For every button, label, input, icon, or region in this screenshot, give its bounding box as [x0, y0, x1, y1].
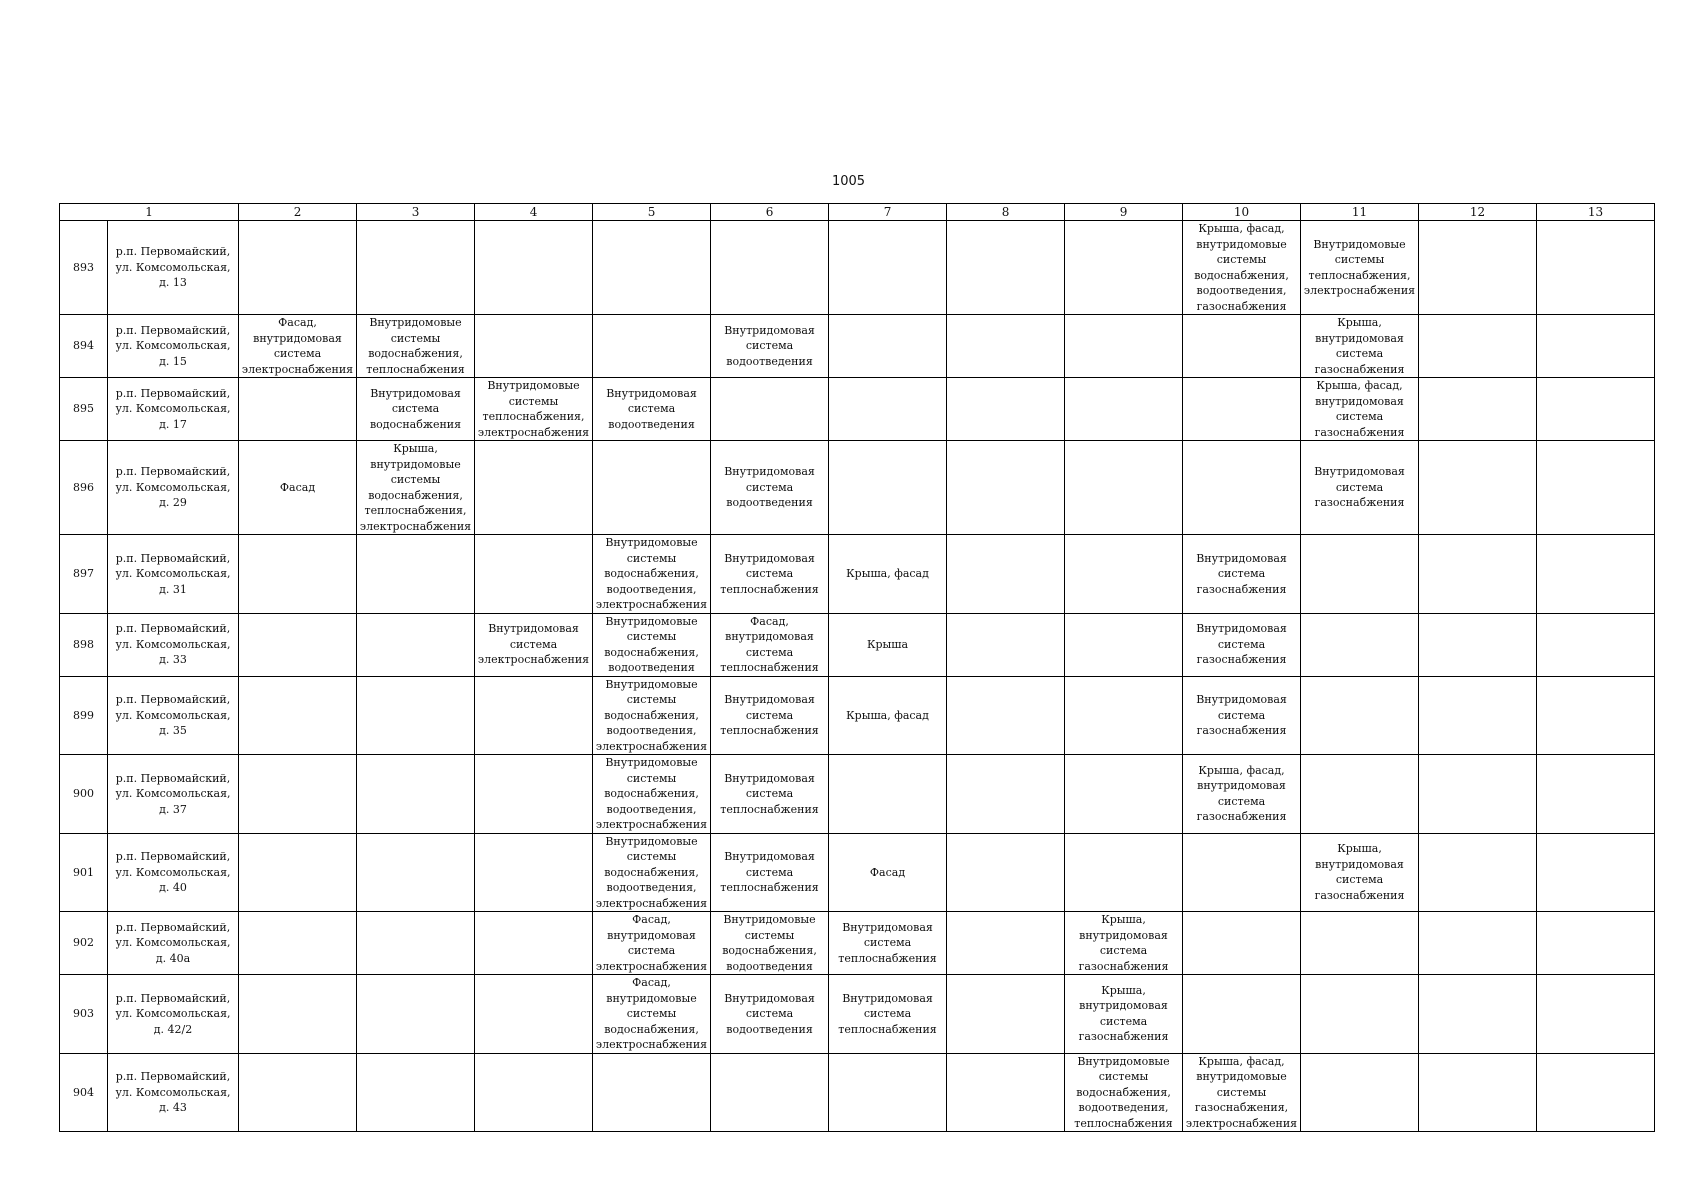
work-cell-col-11	[1301, 221, 1419, 315]
row-number: 897	[60, 535, 108, 614]
row-number: 904	[60, 1053, 108, 1132]
work-cell-col-3	[357, 975, 475, 1054]
work-text: Фасад, внутридомовая система теплоснабжения	[720, 614, 819, 674]
address-cell	[108, 613, 239, 676]
work-text: Крыша, внутридомовая система газоснабжения	[1314, 842, 1405, 902]
work-cell-col-13	[1537, 676, 1655, 755]
work-text: Крыша, фасад, внутридомовая система газоснабжения	[1196, 763, 1287, 824]
work-cell-col-10	[1183, 676, 1301, 755]
column-number-header: 8	[947, 204, 1065, 221]
work-cell-col-7	[829, 441, 947, 535]
work-cell-col-12	[1419, 221, 1537, 315]
work-text: Внутридомовые системы водоснабжения, водоотведения, электроснабжения	[595, 677, 708, 753]
row-number: 902	[60, 912, 108, 975]
work-cell-col-4	[475, 912, 593, 975]
column-number-header: 13	[1537, 204, 1655, 221]
work-text: Фасад, внутридомовая система электроснабжения	[595, 913, 708, 973]
work-cell-col-12	[1419, 912, 1537, 975]
work-cell-col-10	[1183, 378, 1301, 441]
work-cell-col-8	[947, 676, 1065, 755]
work-cell-col-6	[711, 833, 829, 912]
work-cell-col-10	[1183, 535, 1301, 614]
address-text: р.п. Первомайский, ул. Комсомольская, д. 13	[115, 245, 231, 290]
work-cell-col-8	[947, 1053, 1065, 1132]
work-text: Крыша	[866, 637, 909, 651]
work-cell-col-5	[593, 378, 711, 441]
work-text: Внутридомовые системы водоснабжения, водоотведения, теплоснабжения	[1074, 1054, 1173, 1130]
work-cell-col-2	[239, 755, 357, 834]
work-cell-col-4	[475, 833, 593, 912]
address-cell	[108, 833, 239, 912]
work-text: Внутридомовые системы водоснабжения, водоотведения, электроснабжения	[595, 536, 708, 611]
address-cell	[108, 676, 239, 755]
work-cell-col-13	[1537, 1053, 1655, 1132]
work-cell-col-9	[1065, 833, 1183, 912]
work-cell-col-8	[947, 755, 1065, 834]
work-cell-col-6	[711, 441, 829, 535]
work-cell-col-6	[711, 975, 829, 1054]
work-cell-col-4	[475, 676, 593, 755]
work-cell-col-6	[711, 755, 829, 834]
column-number-header: 9	[1065, 204, 1183, 221]
work-cell-col-2	[239, 315, 357, 378]
address-text: р.п. Первомайский, ул. Комсомольская, д. 42/2	[115, 991, 231, 1036]
work-cell-col-11	[1301, 676, 1419, 755]
work-text: Фасад, внутридомовые системы водоснабжения, электроснабжения	[595, 976, 708, 1051]
address-cell	[108, 1053, 239, 1132]
work-text: Крыша, внутридомовая система газоснабжения	[1314, 316, 1405, 376]
address-cell	[108, 441, 239, 535]
work-text: Внутридомовые системы водоснабжения, водоотведения, электроснабжения	[595, 756, 708, 831]
work-text: Внутридомовая система теплоснабжения	[720, 850, 819, 894]
work-cell-col-3	[357, 613, 475, 676]
work-cell-col-13	[1537, 975, 1655, 1054]
work-cell-col-9	[1065, 315, 1183, 378]
address-cell	[108, 315, 239, 378]
column-number-header: 6	[711, 204, 829, 221]
work-text: Внутридомовые системы водоснабжения, водоотведения	[722, 913, 817, 973]
work-cell-col-2	[239, 613, 357, 676]
work-cell-col-9	[1065, 676, 1183, 755]
work-cell-col-8	[947, 912, 1065, 975]
work-cell-col-12	[1419, 441, 1537, 535]
work-cell-col-5	[593, 535, 711, 614]
work-cell-col-7	[829, 755, 947, 834]
work-cell-col-11	[1301, 535, 1419, 614]
work-cell-col-11	[1301, 833, 1419, 912]
work-cell-col-8	[947, 833, 1065, 912]
work-cell-col-8	[947, 535, 1065, 614]
work-cell-col-13	[1537, 221, 1655, 315]
work-cell-col-9	[1065, 535, 1183, 614]
row-number: 899	[60, 676, 108, 755]
table-row	[60, 221, 1655, 315]
work-cell-col-6	[711, 378, 829, 441]
work-cell-col-11	[1301, 315, 1419, 378]
work-text: Внутридомовая система теплоснабжения	[720, 693, 819, 737]
column-number-header: 1	[60, 204, 239, 221]
work-cell-col-8	[947, 378, 1065, 441]
work-cell-col-2	[239, 676, 357, 755]
work-cell-col-3	[357, 378, 475, 441]
work-text: Внутридомовая система водоотведения	[724, 465, 815, 510]
work-text: Внутридомовая система теплоснабжения	[720, 771, 819, 816]
row-number: 898	[60, 613, 108, 676]
work-text: Крыша, внутридомовые системы водоснабжения, теплоснабжения, электроснабжения	[359, 442, 472, 533]
work-cell-col-5	[593, 315, 711, 378]
work-cell-col-4	[475, 221, 593, 315]
row-number: 895	[60, 378, 108, 441]
row-number: 903	[60, 975, 108, 1054]
work-cell-col-5	[593, 676, 711, 755]
work-cell-col-2	[239, 833, 357, 912]
work-cell-col-4	[475, 613, 593, 676]
work-text: Внутридомовая система водоотведения	[724, 323, 815, 368]
table-row	[60, 833, 1655, 912]
work-cell-col-5	[593, 221, 711, 315]
work-cell-col-2	[239, 221, 357, 315]
table-row	[60, 755, 1655, 834]
work-cell-col-4	[475, 535, 593, 614]
work-cell-col-11	[1301, 1053, 1419, 1132]
address-cell	[108, 755, 239, 834]
work-cell-col-11	[1301, 912, 1419, 975]
work-cell-col-9	[1065, 1053, 1183, 1132]
work-cell-col-11	[1301, 755, 1419, 834]
work-cell-col-7	[829, 535, 947, 614]
work-text: Крыша, фасад, внутридомовые системы водоснабжения, водоотведения, газоснабжения	[1194, 222, 1289, 313]
table-row	[60, 441, 1655, 535]
column-number-header: 4	[475, 204, 593, 221]
work-text: Внутридомовые системы водоснабжения, теплоснабжения	[366, 316, 465, 376]
table-row	[60, 1053, 1655, 1132]
address-cell	[108, 221, 239, 315]
work-cell-col-2	[239, 378, 357, 441]
row-number: 901	[60, 833, 108, 912]
column-number-header: 7	[829, 204, 947, 221]
column-number-header: 3	[357, 204, 475, 221]
work-text: Внутридомовая система газоснабжения	[1196, 693, 1287, 737]
work-cell-col-7	[829, 221, 947, 315]
row-number: 893	[60, 221, 108, 315]
work-cell-col-9	[1065, 755, 1183, 834]
address-text: р.п. Первомайский, ул. Комсомольская, д. 40	[115, 850, 231, 894]
work-cell-col-4	[475, 441, 593, 535]
work-text: Внутридомовая система теплоснабжения	[838, 991, 937, 1036]
work-cell-col-13	[1537, 535, 1655, 614]
work-cell-col-12	[1419, 975, 1537, 1054]
work-cell-col-10	[1183, 613, 1301, 676]
table-row	[60, 315, 1655, 378]
column-number-header: 2	[239, 204, 357, 221]
work-text: Внутридомовая система теплоснабжения	[720, 551, 819, 596]
address-cell	[108, 535, 239, 614]
table-row	[60, 676, 1655, 755]
work-cell-col-9	[1065, 912, 1183, 975]
work-text: Внутридомовая система водоотведения	[606, 386, 697, 431]
work-cell-col-3	[357, 315, 475, 378]
work-cell-col-11	[1301, 975, 1419, 1054]
work-cell-col-3	[357, 676, 475, 755]
work-cell-col-4	[475, 975, 593, 1054]
work-cell-col-12	[1419, 1053, 1537, 1132]
work-cell-col-3	[357, 535, 475, 614]
work-text: Внутридомовые системы водоснабжения, водоотведения	[604, 614, 699, 674]
work-text: Крыша, внутридомовая система газоснабжения	[1078, 913, 1169, 973]
work-cell-col-13	[1537, 441, 1655, 535]
work-cell-col-9	[1065, 613, 1183, 676]
work-text: Внутридомовые системы водоснабжения, водоотведения, электроснабжения	[595, 834, 708, 910]
work-cell-col-8	[947, 221, 1065, 315]
address-cell	[108, 975, 239, 1054]
work-cell-col-10	[1183, 1053, 1301, 1132]
work-cell-col-7	[829, 613, 947, 676]
work-cell-col-13	[1537, 912, 1655, 975]
work-cell-col-3	[357, 1053, 475, 1132]
work-cell-col-10	[1183, 221, 1301, 315]
work-cell-col-3	[357, 441, 475, 535]
work-cell-col-6	[711, 535, 829, 614]
work-cell-col-13	[1537, 755, 1655, 834]
address-text: р.п. Первомайский, ул. Комсомольская, д. 31	[115, 551, 231, 596]
work-cell-col-7	[829, 975, 947, 1054]
table-row	[60, 613, 1655, 676]
work-text: Внутридомовая система электроснабжения	[477, 622, 590, 667]
work-text: Фасад	[869, 865, 906, 879]
work-cell-col-6	[711, 221, 829, 315]
work-cell-col-3	[357, 755, 475, 834]
work-cell-col-5	[593, 755, 711, 834]
work-cell-col-5	[593, 912, 711, 975]
work-cell-col-2	[239, 441, 357, 535]
work-cell-col-6	[711, 315, 829, 378]
page-number: 1005	[831, 174, 866, 189]
column-number-header: 10	[1183, 204, 1301, 221]
address-cell	[108, 912, 239, 975]
work-text: Крыша, фасад	[846, 567, 929, 580]
work-cell-col-5	[593, 613, 711, 676]
work-cell-col-2	[239, 1053, 357, 1132]
row-number: 894	[60, 315, 108, 378]
work-text: Внутридомовые системы теплоснабжения, электроснабжения	[477, 379, 590, 439]
work-text: Крыша, фасад	[846, 708, 929, 722]
work-cell-col-13	[1537, 378, 1655, 441]
work-cell-col-3	[357, 221, 475, 315]
repair-schedule-table	[59, 203, 1655, 1132]
work-cell-col-12	[1419, 613, 1537, 676]
work-cell-col-7	[829, 1053, 947, 1132]
work-cell-col-11	[1301, 441, 1419, 535]
address-text: р.п. Первомайский, ул. Комсомольская, д. 33	[115, 622, 231, 667]
work-cell-col-10	[1183, 833, 1301, 912]
work-cell-col-8	[947, 975, 1065, 1054]
work-text: Крыша, фасад, внутридомовая система газоснабжения	[1314, 379, 1405, 439]
work-cell-col-12	[1419, 676, 1537, 755]
work-cell-col-10	[1183, 975, 1301, 1054]
work-cell-col-13	[1537, 613, 1655, 676]
column-number-header: 11	[1301, 204, 1419, 221]
work-cell-col-7	[829, 833, 947, 912]
address-text: р.п. Первомайский, ул. Комсомольская, д. 40а	[115, 920, 231, 965]
work-cell-col-4	[475, 378, 593, 441]
address-text: р.п. Первомайский, ул. Комсомольская, д. 37	[115, 771, 231, 816]
work-cell-col-7	[829, 912, 947, 975]
column-number-row	[60, 204, 1655, 221]
work-text: Внутридомовая система водоотведения	[724, 991, 815, 1036]
work-text: Крыша, внутридомовая система газоснабжения	[1078, 983, 1169, 1044]
work-cell-col-8	[947, 315, 1065, 378]
work-cell-col-11	[1301, 613, 1419, 676]
address-text: р.п. Первомайский, ул. Комсомольская, д. 15	[115, 323, 231, 368]
work-cell-col-12	[1419, 535, 1537, 614]
work-text: Внутридомовая система газоснабжения	[1196, 622, 1287, 667]
column-number-header: 5	[593, 204, 711, 221]
work-cell-col-10	[1183, 912, 1301, 975]
work-cell-col-6	[711, 613, 829, 676]
work-text: Внутридомовая система газоснабжения	[1314, 465, 1405, 510]
work-cell-col-8	[947, 613, 1065, 676]
work-cell-col-13	[1537, 315, 1655, 378]
row-number: 896	[60, 441, 108, 535]
row-number: 900	[60, 755, 108, 834]
table-body	[60, 204, 1655, 1132]
work-cell-col-5	[593, 441, 711, 535]
work-cell-col-6	[711, 912, 829, 975]
address-text: р.п. Первомайский, ул. Комсомольская, д. 35	[115, 693, 231, 737]
work-cell-col-6	[711, 1053, 829, 1132]
work-cell-col-12	[1419, 378, 1537, 441]
work-cell-col-12	[1419, 315, 1537, 378]
work-cell-col-9	[1065, 378, 1183, 441]
work-text: Фасад	[279, 480, 316, 494]
work-cell-col-10	[1183, 755, 1301, 834]
work-text: Внутридомовая система газоснабжения	[1196, 551, 1287, 596]
table-row	[60, 378, 1655, 441]
work-cell-col-6	[711, 676, 829, 755]
work-cell-col-4	[475, 315, 593, 378]
work-cell-col-12	[1419, 755, 1537, 834]
work-cell-col-10	[1183, 441, 1301, 535]
work-text: Внутридомовая система водоснабжения	[369, 386, 462, 431]
work-cell-col-3	[357, 912, 475, 975]
table-row	[60, 975, 1655, 1054]
work-cell-col-11	[1301, 378, 1419, 441]
work-cell-col-7	[829, 378, 947, 441]
work-cell-col-4	[475, 755, 593, 834]
address-text: р.п. Первомайский, ул. Комсомольская, д. 43	[115, 1070, 231, 1114]
work-cell-col-9	[1065, 221, 1183, 315]
work-cell-col-3	[357, 833, 475, 912]
work-cell-col-12	[1419, 833, 1537, 912]
work-cell-col-8	[947, 441, 1065, 535]
table-row	[60, 535, 1655, 614]
work-cell-col-5	[593, 1053, 711, 1132]
work-cell-col-9	[1065, 441, 1183, 535]
work-cell-col-9	[1065, 975, 1183, 1054]
work-cell-col-5	[593, 975, 711, 1054]
work-cell-col-2	[239, 535, 357, 614]
work-text: Внутридомовая система теплоснабжения	[838, 920, 937, 965]
address-cell	[108, 378, 239, 441]
work-text: Крыша, фасад, внутридомовые системы газоснабжения, электроснабжения	[1185, 1054, 1298, 1130]
work-cell-col-7	[829, 315, 947, 378]
work-cell-col-2	[239, 975, 357, 1054]
table-row	[60, 912, 1655, 975]
address-text: р.п. Первомайский, ул. Комсомольская, д. 17	[115, 386, 231, 431]
address-text: р.п. Первомайский, ул. Комсомольская, д. 29	[115, 465, 231, 510]
work-cell-col-13	[1537, 833, 1655, 912]
work-text: Внутридомовые системы теплоснабжения, электроснабжения	[1303, 237, 1416, 297]
work-cell-col-10	[1183, 315, 1301, 378]
work-cell-col-7	[829, 676, 947, 755]
work-text: Фасад, внутридомовая система электроснабжения	[241, 316, 354, 376]
work-cell-col-4	[475, 1053, 593, 1132]
work-cell-col-2	[239, 912, 357, 975]
column-number-header: 12	[1419, 204, 1537, 221]
work-cell-col-5	[593, 833, 711, 912]
